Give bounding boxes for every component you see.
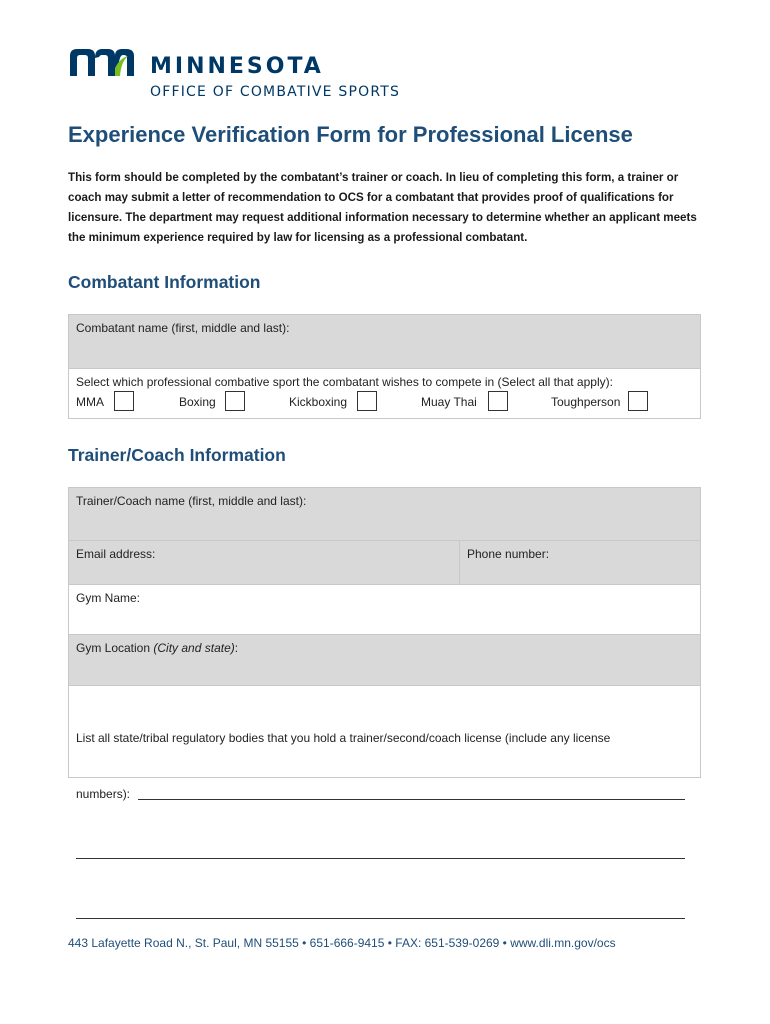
trainer-info-box: [68, 487, 701, 801]
header-logo: [68, 44, 408, 106]
phone-label: Phone number:: [467, 547, 550, 561]
boxing-checkbox[interactable]: [225, 391, 245, 411]
form-intro: This form should be completed by the combatant’s trainer or coach. In lieu of completing this form, a trainer or coach may submit a letter of recommendation to OCS for a combatant that provides proof of qualifications for licensure. The department may request additional information necessary to determine whether an applicant meets the minimum experience required by law for licensing as a professional combatant.: [68, 171, 697, 244]
email-label: Email address:: [76, 547, 156, 561]
sport-prompt: Select which professional combative sport the combatant wishes to compete in (Select all that apply):: [76, 375, 613, 389]
logo-subtitle: OFFICE OF COMBATIVE SPORTS: [150, 84, 401, 100]
sport-option-label: Toughperson: [551, 395, 621, 409]
trainer-name-label: Trainer/Coach name (first, middle and last):: [76, 494, 307, 508]
gym-location-field[interactable]: [69, 635, 700, 686]
sport-option-kickboxing: [289, 395, 347, 409]
sport-selection-row: [69, 369, 700, 419]
muay-thai-checkbox[interactable]: [488, 391, 508, 411]
gym-location-hint: (City and state): [153, 641, 235, 655]
logo-name: MINNESOTA: [150, 54, 324, 79]
sport-option-label: Kickboxing: [289, 395, 348, 409]
sport-checkbox-group: [69, 395, 700, 421]
combatant-name-field[interactable]: [69, 315, 700, 369]
regulatory-bodies-label: List all state/tribal regulatory bodies that you hold a trainer/second/coach license (include any license numbers):: [76, 692, 691, 956]
sport-option-label: Muay Thai: [421, 395, 477, 409]
toughperson-checkbox[interactable]: [628, 391, 648, 411]
gym-name-label: Gym Name:: [76, 591, 141, 605]
gym-location-label: Gym Location (City and state):: [76, 641, 239, 655]
phone-field[interactable]: [460, 541, 700, 584]
kickboxing-checkbox[interactable]: [357, 391, 377, 411]
sport-option-muay-thai: [421, 395, 477, 409]
sport-option-toughperson: [551, 395, 620, 409]
answer-line[interactable]: [76, 858, 685, 859]
sport-option-boxing: [179, 395, 216, 409]
mn-logo-icon: [68, 46, 136, 78]
footer-contact: 443 Lafayette Road N., St. Paul, MN 55155 • 651-666-9415 • FAX: 651-539-0269 • www.dli.mn.gov/ocs: [68, 936, 616, 950]
regulatory-bodies-field[interactable]: [69, 686, 700, 801]
sport-option-label: MMA: [76, 395, 104, 409]
combatant-name-label: Combatant name (first, middle and last):: [76, 321, 290, 335]
form-title: Experience Verification Form for Professional License: [68, 122, 633, 147]
answer-line[interactable]: [138, 799, 685, 800]
combatant-section-heading: Combatant Information: [68, 272, 261, 292]
contact-row: [69, 541, 700, 585]
gym-name-field[interactable]: [69, 585, 700, 635]
trainer-section-heading: Trainer/Coach Information: [68, 445, 286, 465]
combatant-info-box: [68, 314, 701, 419]
sport-option-mma: [76, 395, 104, 409]
answer-line[interactable]: [76, 918, 685, 919]
mma-checkbox[interactable]: [114, 391, 134, 411]
trainer-name-field[interactable]: [69, 488, 700, 541]
sport-option-label: Boxing: [179, 395, 216, 409]
email-field[interactable]: [69, 541, 459, 584]
